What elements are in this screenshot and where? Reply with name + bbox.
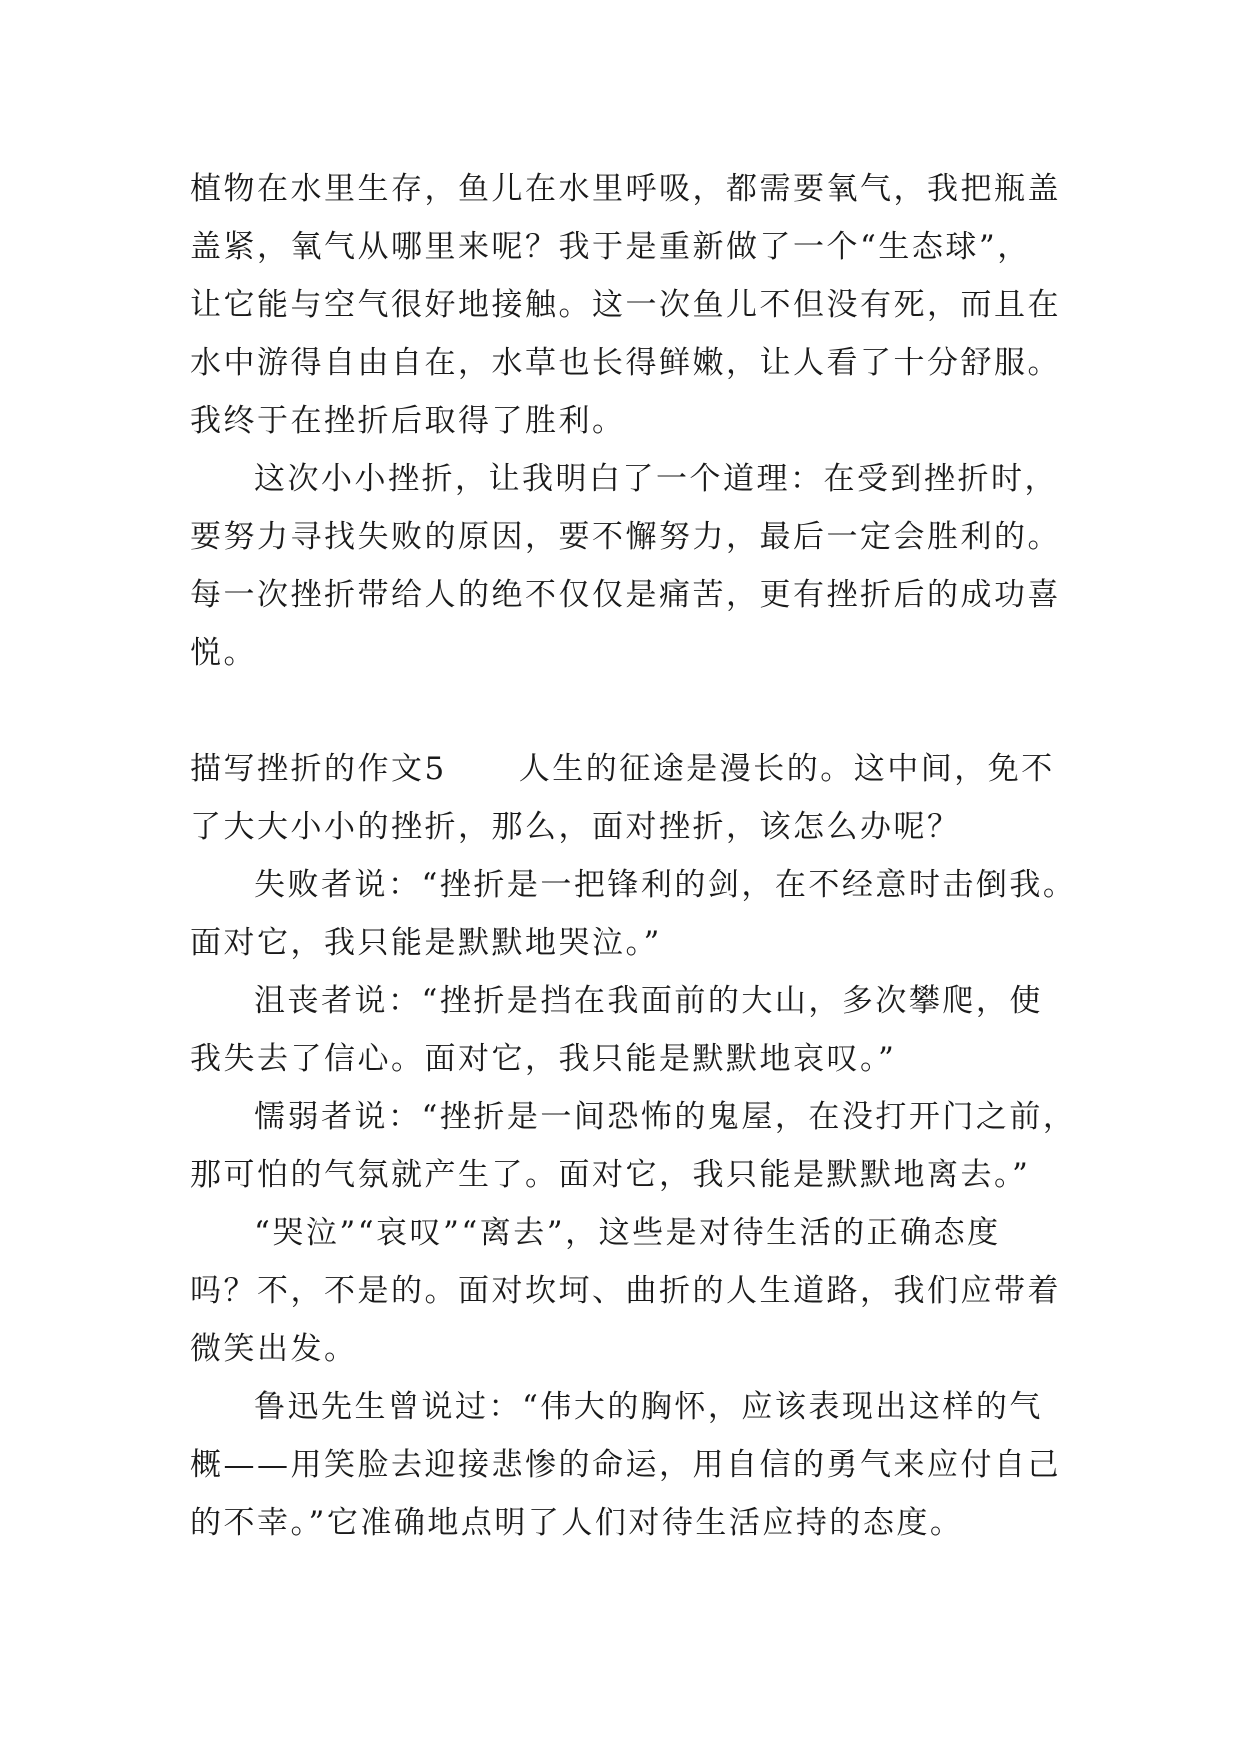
document-body <box>190 160 1077 1552</box>
text-line: 微笑出发。 <box>190 1331 358 1367</box>
paragraph-lesson <box>190 450 1070 682</box>
paragraph-dejected <box>190 972 1070 1088</box>
text-line: 那可怕的气氛就产生了。面对它，我只能是默默地离去。” <box>190 1157 1031 1193</box>
text-line: 让它能与空气很好地接触。这一次鱼儿不但没有死，而且在 <box>190 287 1061 323</box>
text-line: “哭泣”“哀叹”“离去”，这些是对待生活的正确态度 <box>254 1215 1001 1251</box>
text-line: 沮丧者说：“挫折是挡在我面前的大山，多次攀爬，使 <box>254 983 1043 1019</box>
paragraph-question <box>190 1204 1070 1378</box>
text-line: 的不幸。”它准确地点明了人们对待生活应持的态度。 <box>190 1505 964 1541</box>
paragraph-coward <box>190 1088 1077 1204</box>
paragraph-luxun-quote <box>190 1378 1070 1552</box>
text-line: 植物在水里生存，鱼儿在水里呼吸，都需要氧气，我把瓶盖 <box>190 171 1061 207</box>
essay-heading-line <box>190 740 1070 798</box>
text-line: 失败者说：“挫折是一把锋利的剑，在不经意时击倒我。 <box>254 867 1077 903</box>
text-line: 这次小小挫折，让我明白了一个道理：在受到挫折时， <box>254 461 1058 497</box>
paragraph-failure <box>190 856 1077 972</box>
text-line: 鲁迅先生曾说过：“伟大的胸怀，应该表现出这样的气 <box>254 1389 1043 1425</box>
text-line: 吗？不，不是的。面对坎坷、曲折的人生道路，我们应带着 <box>190 1273 1061 1309</box>
text-line: 我终于在挫折后取得了胜利。 <box>190 403 626 439</box>
text-line: 要努力寻找失败的原因，要不懈努力，最后一定会胜利的。 <box>190 519 1061 555</box>
text-line: 水中游得自由自在，水草也长得鲜嫩，让人看了十分舒服。 <box>190 345 1061 381</box>
paragraph-continuation <box>190 160 1070 450</box>
essay-opening <box>190 740 1070 856</box>
text-line: 悦。 <box>190 635 257 671</box>
text-line: 面对它，我只能是默默地哭泣。” <box>190 925 662 961</box>
essay-first-sentence: 人生的征途是漫长的。这中间，免不 <box>518 751 1055 787</box>
text-line: 盖紧，氧气从哪里来呢？我于是重新做了一个“生态球”， <box>190 229 1031 265</box>
text-line: 概——用笑脸去迎接悲惨的命运，用自信的勇气来应付自己 <box>190 1447 1061 1483</box>
section-gap <box>190 682 1070 740</box>
text-line: 我失去了信心。面对它，我只能是默默地哀叹。” <box>190 1041 897 1077</box>
essay-heading: 描写挫折的作文5 <box>190 751 447 787</box>
text-line: 了大大小小的挫折，那么，面对挫折，该怎么办呢？ <box>190 809 961 845</box>
text-line: 懦弱者说：“挫折是一间恐怖的鬼屋，在没打开门之前， <box>254 1099 1077 1135</box>
text-line: 每一次挫折带给人的绝不仅仅是痛苦，更有挫折后的成功喜 <box>190 577 1061 613</box>
